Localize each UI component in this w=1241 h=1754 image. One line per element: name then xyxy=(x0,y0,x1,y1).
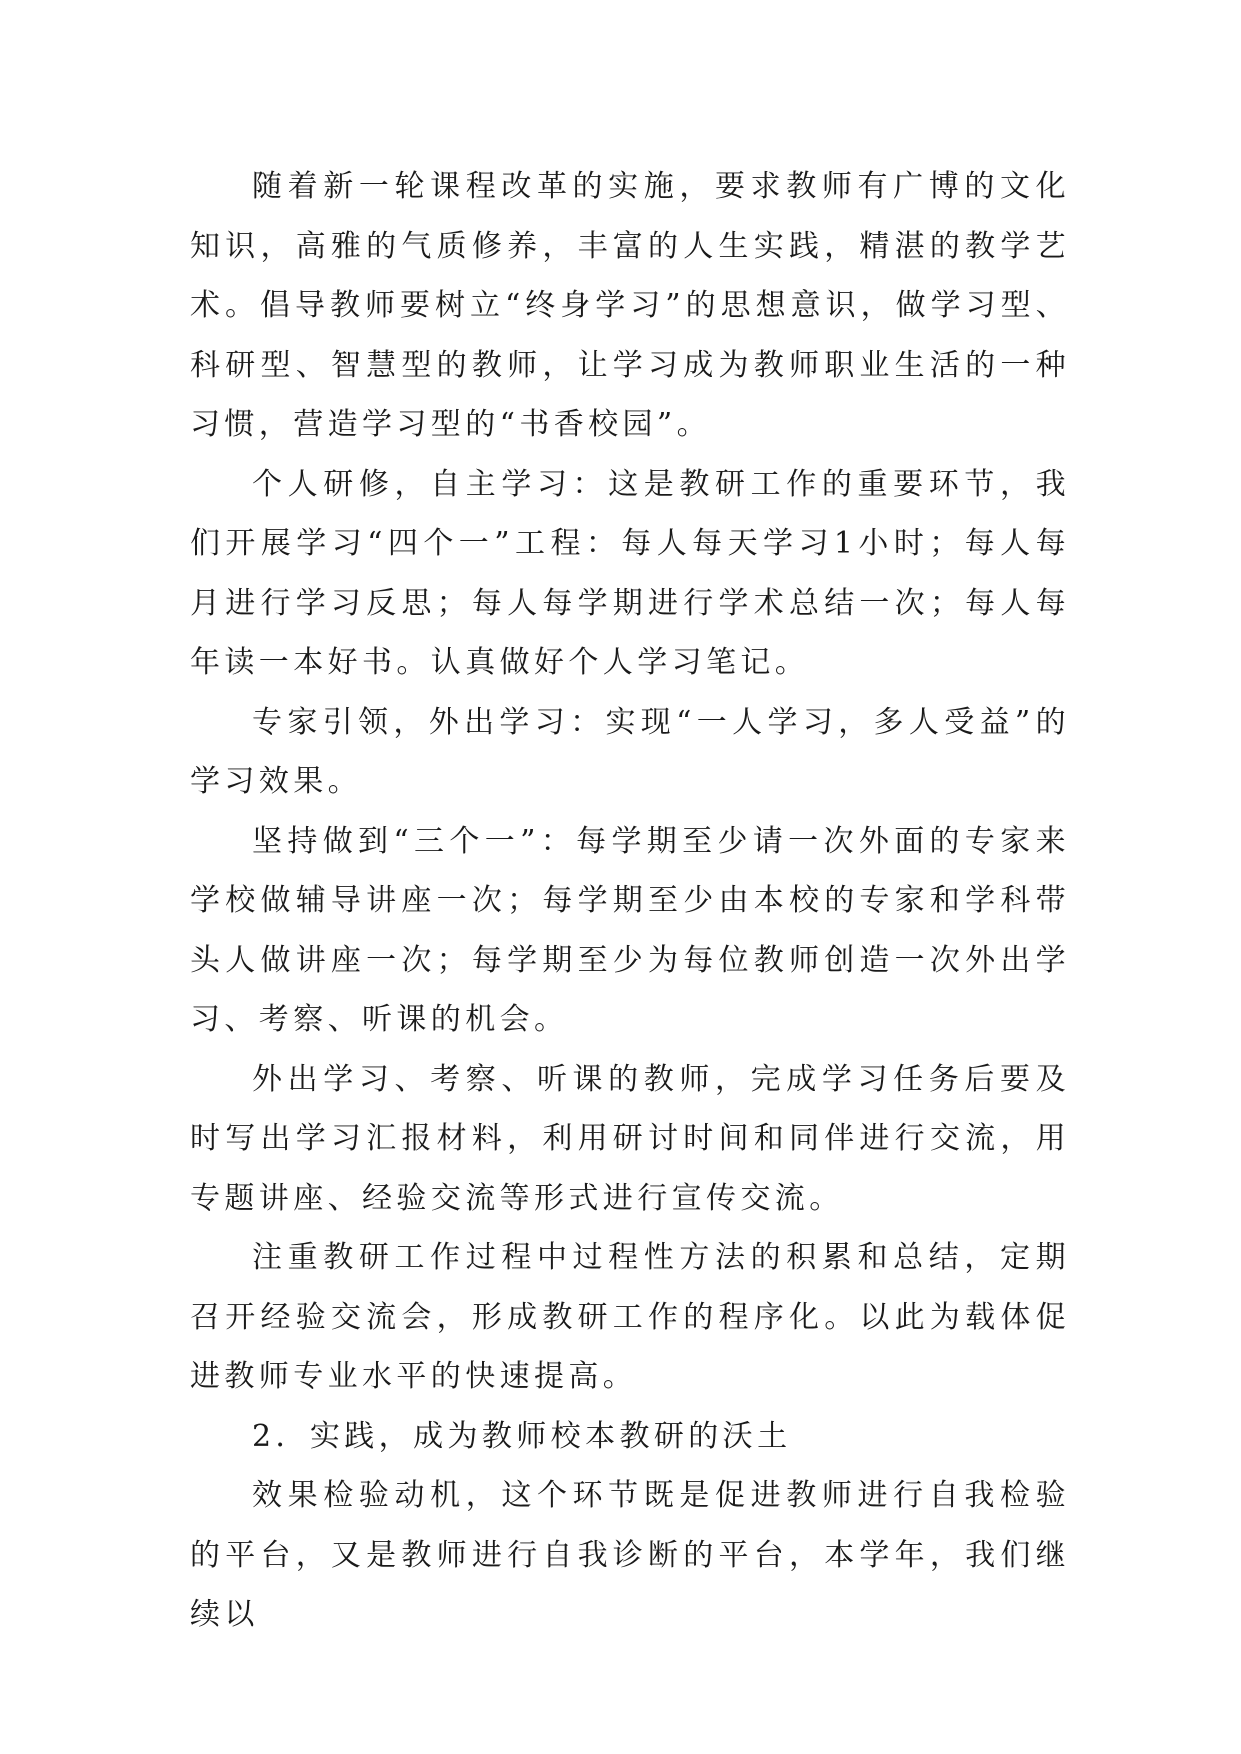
paragraph-three-ones: 坚持做到“三个一”：每学期至少请一次外面的专家来学校做辅导讲座一次；每学期至少由本校的专家和学科带头人做讲座一次；每学期至少为每位教师创造一次外出学习、考察、听课的机会。 xyxy=(190,823,1070,1037)
paragraph-effect-check: 效果检验动机，这个环节既是促进教师进行自我检验的平台，又是教师进行自我诊断的平台，本学年，我们继续以 xyxy=(190,1478,1070,1632)
paragraph-expert-guidance: 专家引领，外出学习：实现“一人学习，多人受益”的学习效果。 xyxy=(190,704,1070,799)
paragraph-study-report: 外出学习、考察、听课的教师，完成学习任务后要及时写出学习汇报材料，利用研讨时间和同伴进行交流，用专题讲座、经验交流等形式进行宣传交流。 xyxy=(190,1061,1070,1216)
paragraph-curriculum-reform: 随着新一轮课程改革的实施，要求教师有广博的文化知识，高雅的气质修养，丰富的人生实践，精湛的教学艺术。倡导教师要树立“终身学习”的思想意识，做学习型、科研型、智慧型的教师，让学习成为教师职业生活的一种习惯，营造学习型的“书香校园”。 xyxy=(190,169,1070,442)
paragraph-summary-exchange: 注重教研工作过程中过程性方法的积累和总结，定期召开经验交流会，形成教研工作的程序化。以此为载体促进教师专业水平的快速提高。 xyxy=(190,1240,1070,1394)
document-body xyxy=(190,157,1070,1645)
paragraph-self-study: 个人研修，自主学习：这是教研工作的重要环节，我们开展学习“四个一”工程：每人每天学习1小时；每人每月进行学习反思；每人每学期进行学术总结一次；每人每年读一本好书。认真做好个人学习笔记。 xyxy=(190,466,1070,680)
section-heading-practice: 2．实践，成为教师校本教研的沃土 xyxy=(252,1418,792,1454)
